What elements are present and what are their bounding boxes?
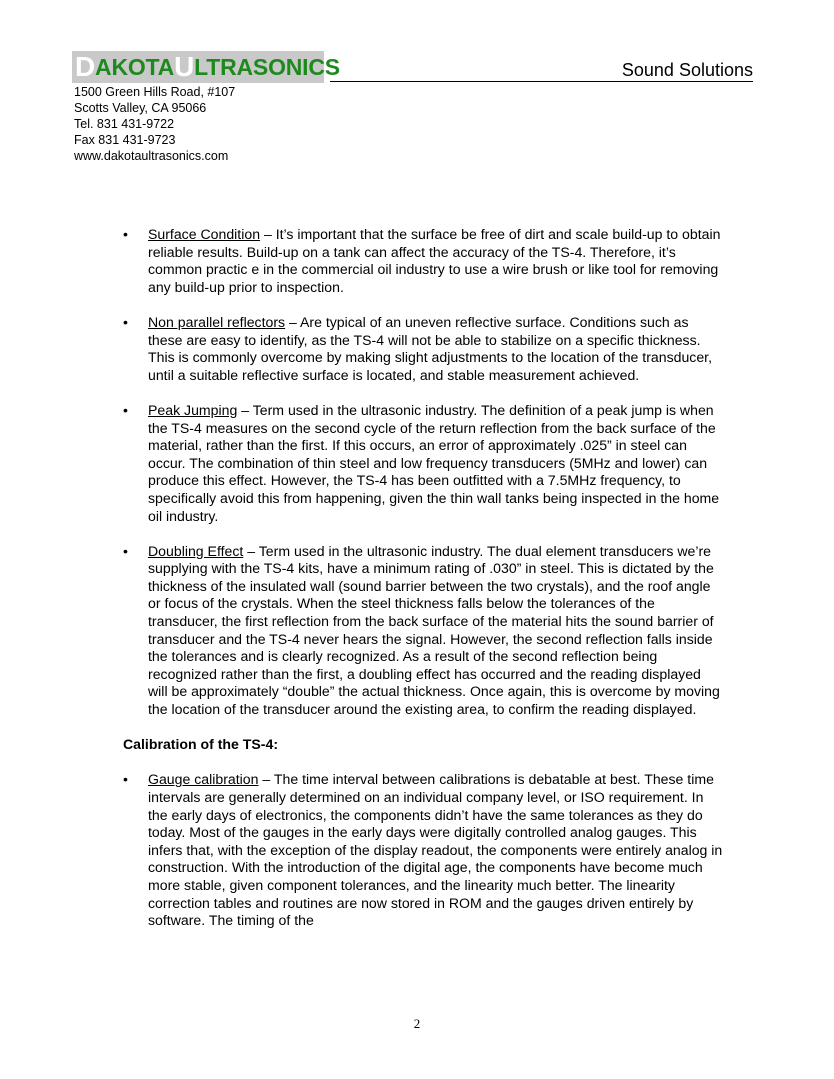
bullet-non-parallel-reflectors [123, 314, 723, 384]
bullet-term: Surface Condition [148, 226, 261, 242]
bullet-text: – It’s important that the surface be free of dirt and scale build-up to obtain reliable results. Build-up on a tank can affect the accuracy of the TS-4. Therefore, it’s common practic e in the commercial oil industry to use a wire brush or like tool for removing any build-up prior to inspection. [148, 226, 721, 295]
bullet-term: Gauge calibration [148, 771, 259, 788]
address-website: www.dakotaultrasonics.com [74, 149, 229, 163]
bullet-term: Peak Jumping [148, 401, 238, 418]
tagline: Sound Solutions [621, 60, 753, 80]
address-fax: Fax 831 431-9723 [74, 133, 176, 147]
document-body [123, 226, 723, 947]
bullet-term: Non parallel reflectors [148, 313, 286, 330]
address-phone: Tel. 831 431-9722 [74, 117, 175, 131]
page-number: 2 [413, 1016, 421, 1031]
bullet-dot: • [123, 401, 128, 418]
bullet-dot: • [123, 542, 128, 559]
company-address [74, 84, 235, 164]
bullet-gauge-calibration [123, 771, 723, 929]
address-street: 1500 Green Hills Road, #107 [74, 85, 236, 99]
company-logo [72, 51, 340, 83]
bullet-surface-condition [123, 226, 723, 296]
logo-word-akota: AKOTA [95, 53, 175, 80]
logo-initial-u: U [174, 51, 195, 82]
logo-word-ltrasonics: LTRASONICS [194, 53, 340, 80]
bullet-text: – The time interval between calibrations is debatable at best. These time intervals are generally determined on an individual company level, or ISO requirement. In the early days of electronics, the components didn’t have the same tolerances as they do today. Most of the gauges in the early days were digitally controlled analog gauges. This infers that, with the exception of the display readout, the components were entirely analog in construction. With the introduction of the digital age, the components have become much more stable, given component tolerances, and the linearity much better. The linearity correction tables and routines are now stored in ROM and the gauges driven entirely by software. The timing of the [148, 771, 723, 929]
logo-initial-d: D [75, 51, 96, 82]
section-heading: Calibration of the TS-4: [123, 736, 279, 753]
bullet-dot: • [123, 771, 128, 788]
bullet-dot: • [123, 313, 128, 330]
bullet-peak-jumping [123, 402, 723, 525]
bullet-dot: • [123, 226, 128, 242]
bullet-term: Doubling Effect [148, 542, 244, 559]
bullet-doubling-effect [123, 543, 723, 719]
bullet-text: – Term used in the ultrasonic industry. The dual element transducers we’re supplying with the TS-4 kits, have a minimum rating of .030” in steel. This is dictated by the thickness of the insulated wall (sound barrier between the two crystals), and the roof angle or focus of the crystals. When the steel thickness falls below the tolerances of the transducer, the first reflection from the back surface of the material hits the sound barrier of transducer and the TS-4 never hears the signal. However, the second reflection falls inside the tolerances and is clearly recognized. As a result of the second reflection being recognized rather than the first, a doubling effect has occurred and the reading displayed will be approximately “double” the actual thickness. Once again, this is overcome by moving the location of the transducer around the existing area, to confirm the reading displayed. [148, 542, 720, 718]
header-rule [330, 81, 753, 82]
bullet-text: – Term used in the ultrasonic industry. The definition of a peak jump is when the TS-4 measures on the second cycle of the return reflection from the back surface of the material, rather than the first. If this occurs, an error of approximately .025” in steel can occur. The combination of thin steel and low frequency transducers (5MHz and lower) can produce this effect. However, the TS-4 has been outfitted with a 7.5MHz frequency, to specifically avoid this from happening, given the thin wall tanks being inspected in the home oil industry. [148, 401, 720, 524]
bullet-text: – Are typical of an uneven reflective surface. Conditions such as these are easy to identify, as the TS-4 will not be able to stabilize on a specific thickness. This is commonly overcome by making slight adjustments to the location of the transducer, until a suitable reflective surface is located, and stable measurement achieved. [148, 313, 713, 383]
address-city: Scotts Valley, CA 95066 [74, 101, 207, 115]
